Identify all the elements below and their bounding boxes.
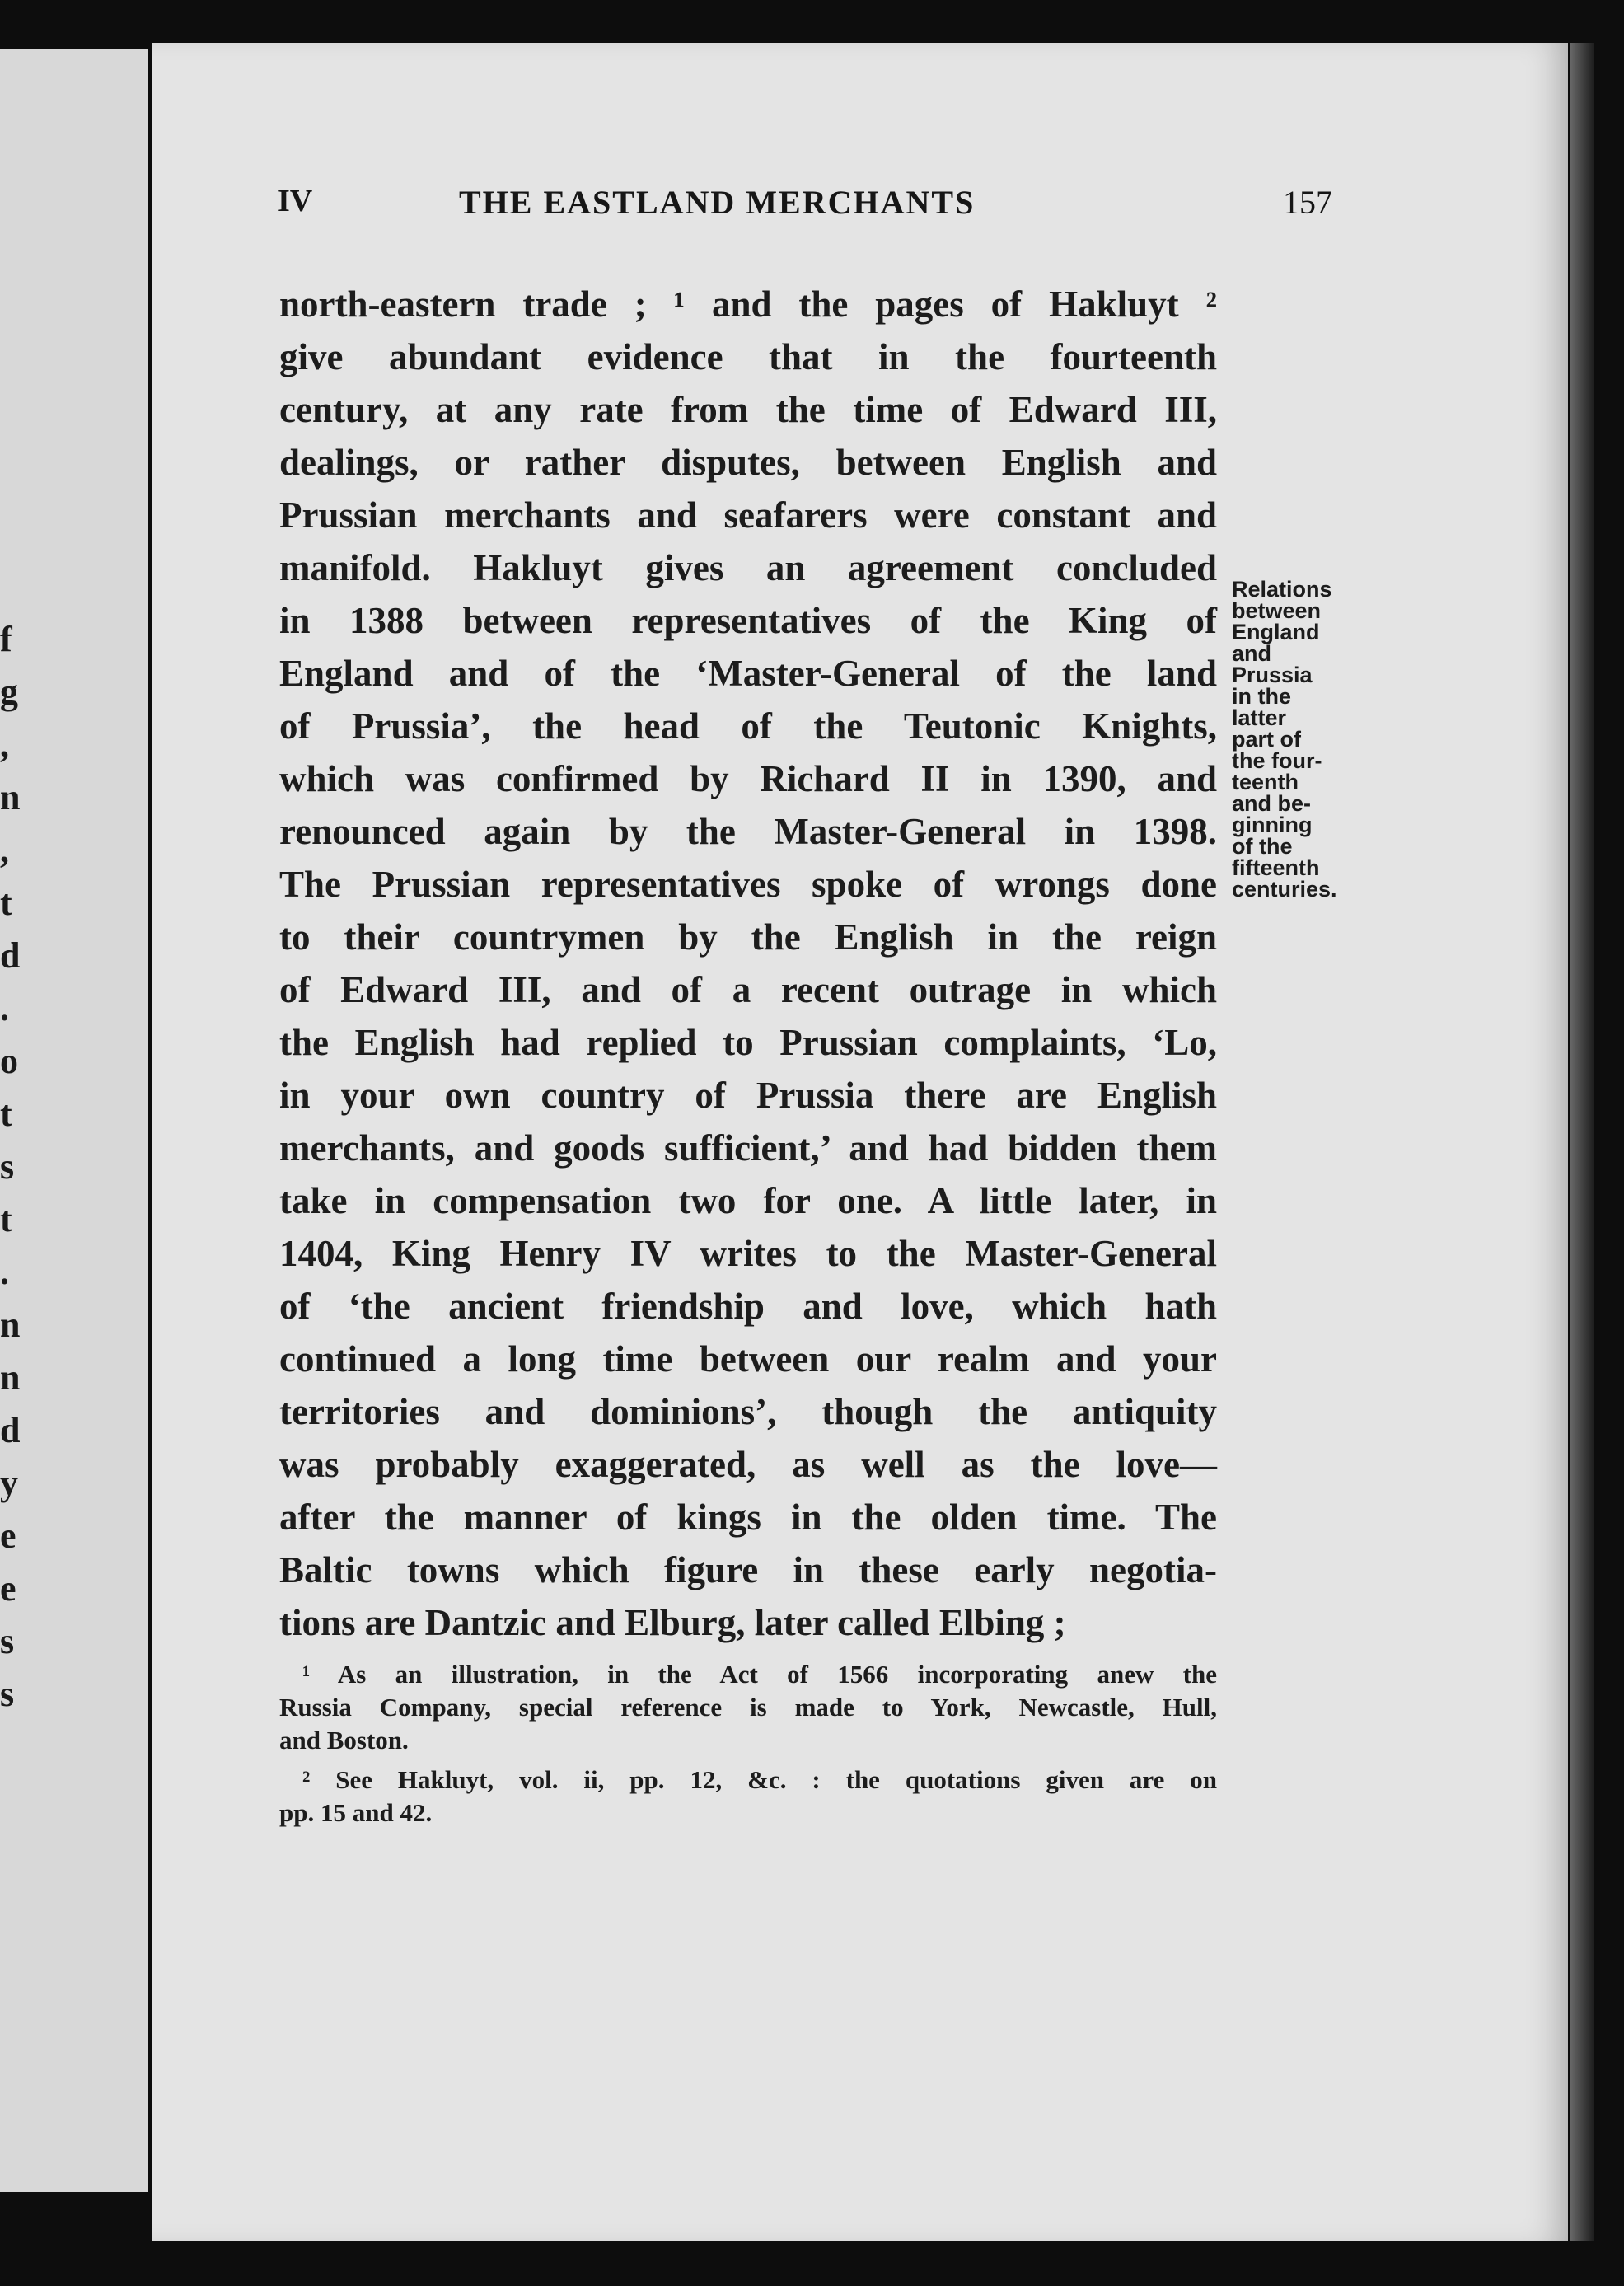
page-number: 157 [1283,184,1332,221]
book-gutter [1570,43,1594,2241]
body-line: merchants, and goods sufficient,’ and had bidden them [279,1127,1217,1169]
body-line: dealings, or rather disputes, between English and [279,442,1217,483]
marginal-note-line: teenth [1232,770,1299,794]
marginal-note-line: latter [1232,705,1287,730]
prev-page-letter: , [0,830,9,870]
body-line: The Prussian representatives spoke of wrongs done [279,864,1217,905]
marginal-note-line: Prussia [1232,663,1313,687]
body-line: renounced again by the Master-General in 1398. [279,811,1217,852]
prev-page-letter: d [0,935,21,976]
prev-page-letter: , [0,724,9,765]
prev-page-letter: t [0,1094,12,1134]
body-line: tions are Dantzic and Elburg, later called Elbing ; [279,1602,1066,1643]
prev-page-letter: s [0,1146,15,1187]
marginal-note-line: the four- [1232,748,1322,773]
prev-page-letter: o [0,1041,18,1081]
body-line: Prussian merchants and seafarers were constant and [279,494,1217,536]
footnote-line: ¹ As an illustration, in the Act of 1566 incorporating anew the [302,1660,1217,1689]
marginal-note-line: ginning [1232,813,1313,837]
prev-page-letter: d [0,1410,21,1450]
prev-page-letter: s [0,1621,15,1661]
footnote-line: Russia Company, special reference is made to York, Newcastle, Hull, [279,1693,1217,1722]
marginal-note-line: centuries. [1232,877,1337,902]
body-line: the English had replied to Prussian complaints, ‘Lo, [279,1022,1217,1063]
body-line: continued a long time between our realm and your [279,1338,1217,1380]
marginal-note-line: and be- [1232,791,1312,816]
prev-page-letter: t [0,1199,12,1239]
footnote-line: ² See Hakluyt, vol. ii, pp. 12, &c. : the quotations given are on [302,1765,1217,1794]
body-line: was probably exaggerated, as well as the love— [279,1444,1217,1485]
body-line: century, at any rate from the time of Edward III, [279,389,1217,430]
book-page [152,43,1568,2241]
marginal-note-line: of the [1232,834,1293,859]
prev-page-letter: n [0,1305,21,1345]
prev-page-letter: n [0,777,21,817]
body-line: take in compensation two for one. A little later, in [279,1180,1217,1221]
body-line: 1404, King Henry IV writes to the Master-General [279,1233,1217,1274]
marginal-note-line: part of [1232,727,1301,752]
marginal-note-line: and [1232,641,1272,666]
body-line: of Prussia’, the head of the Teutonic Knights, [279,705,1217,747]
body-line: after the manner of kings in the olden time. The [279,1497,1217,1538]
prev-page-letter: t [0,883,12,923]
marginal-note-line: between [1232,598,1322,623]
body-line: in your own country of Prussia there are English [279,1075,1217,1116]
body-line: of Edward III, and of a recent outrage in which [279,969,1217,1010]
marginal-note-line: fifteenth [1232,855,1320,880]
body-line: to their countrymen by the English in the reign [279,916,1217,958]
footnote-line: and Boston. [279,1726,409,1754]
prev-page-letter: y [0,1463,18,1503]
body-line: manifold. Hakluyt gives an agreement concluded [279,547,1217,588]
prev-page-letter: f [0,619,12,659]
marginal-note-line: England [1232,620,1320,644]
running-header [278,183,1349,232]
prev-page-letter: . [0,1252,9,1292]
body-line: which was confirmed by Richard II in 1390, and [279,758,1217,799]
body-line: territories and dominions’, though the antiquity [279,1391,1217,1432]
prev-page-letter: g [0,672,18,712]
body-line: give abundant evidence that in the fourteenth [279,336,1217,377]
prev-page-letter: . [0,988,9,1028]
running-title: THE EASTLAND MERCHANTS [459,184,976,221]
body-line: of ‘the ancient friendship and love, which hath [279,1286,1217,1327]
body-line: in 1388 between representatives of the King of [279,600,1217,641]
marginal-note [1232,579,1388,900]
prev-page-letter: s [0,1674,15,1714]
marginal-note-line: Relations [1232,577,1332,602]
marginal-note-line: in the [1232,684,1291,709]
footnote-line: pp. 15 and 42. [279,1798,433,1827]
previous-page-edge [0,49,148,2192]
prev-page-letter: e [0,1515,16,1556]
body-line: England and of the ‘Master-General of the land [279,653,1217,694]
chapter-number: IV [278,184,313,218]
body-line: north-eastern trade ; ¹ and the pages of Hakluyt ² [279,283,1217,325]
prev-page-letter: e [0,1568,16,1609]
body-line: Baltic towns which figure in these early negotia- [279,1549,1217,1590]
prev-page-letter: n [0,1357,21,1398]
